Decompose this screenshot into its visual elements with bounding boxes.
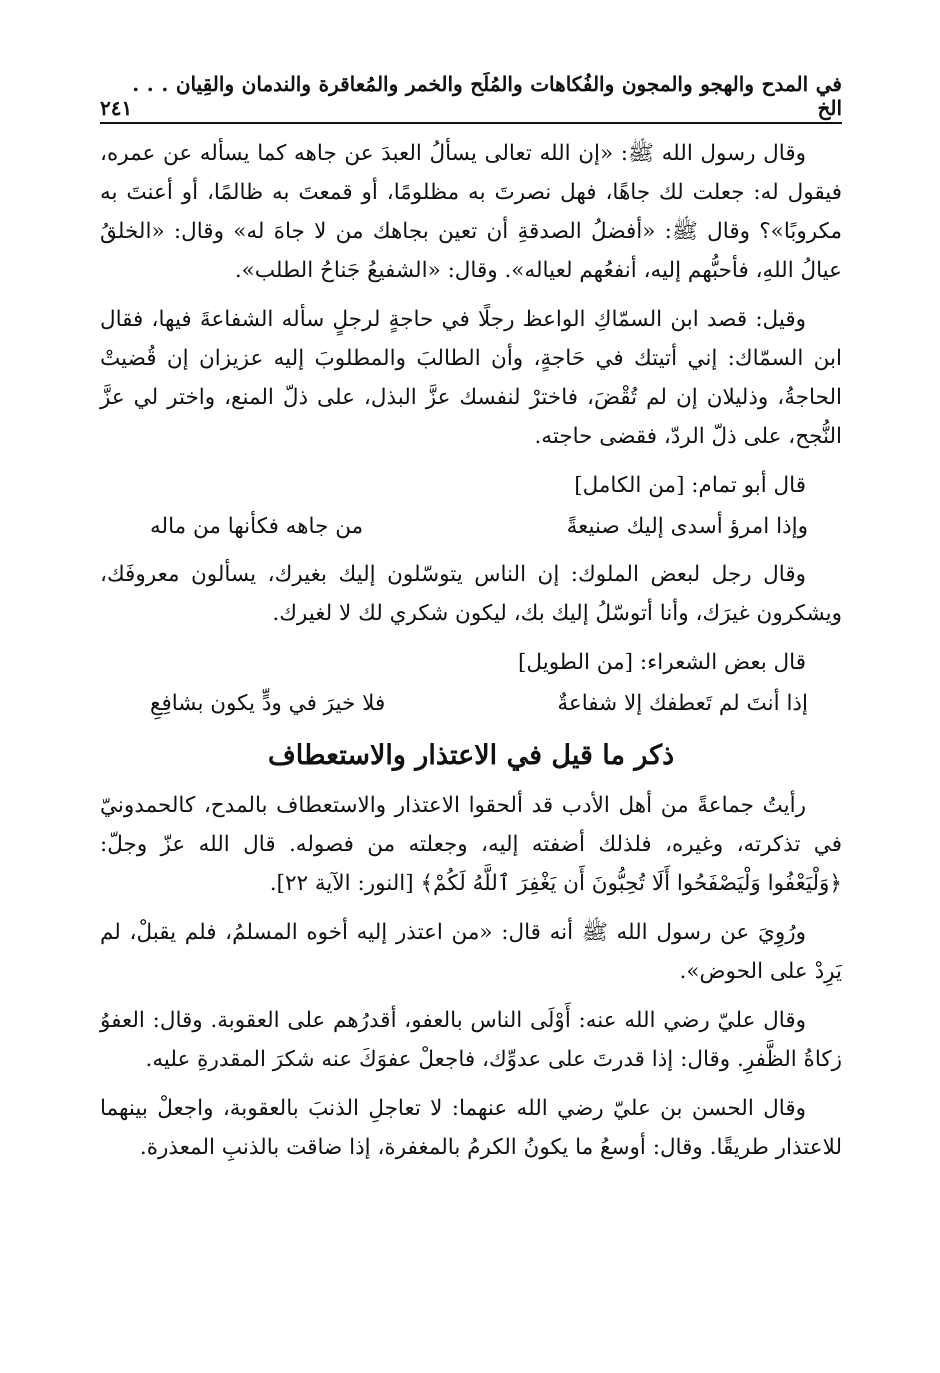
verse-poet [100, 684, 842, 724]
verse-intro-abu-tammam: قال أبو تمام: [من الكامل] [574, 473, 806, 498]
paragraph-ali: وقال عليّ رضي الله عنه: أَوْلَى الناس بالعفو، أقدرُهم على العقوبة. وقال: العفوُ زكاةُ الظَّفرِ. وقال: إذا قدرتَ على عدوِّك، فاجعلْ عفوَكَ عنه شكرَ المقدرةِ عليه. [100, 1008, 842, 1072]
running-header [100, 72, 842, 124]
paragraph-adab: رأيتُ جماعةً من أهل الأدب قد ألحقوا الاعتذار والاستعطاف بالمدح، كالحمدونيّ في تذكرته، وغيره، فلذلك أضفته إليه، وجعلته من فصوله. قال الله عزّ وجلّ: ﴿وَلْيَعْفُوا وَلْيَصْفَحُوا أَلَا تُحِبُّونَ أَن يَغْفِرَ ٱللَّهُ لَكُمْ﴾ [النور: الآية ٢٢]. [100, 793, 842, 896]
page-number: ٢٤١ [100, 96, 133, 120]
verse-intro-poet: قال بعض الشعراء: [من الطويل] [518, 650, 806, 675]
paragraph-hawd: ورُوِيَ عن رسول الله ﷺ أنه قال: «من اعتذر إليه أخوه المسلمُ، فلم يقبلْ، لم يَرِدْ على الحوض». [100, 920, 842, 984]
verse-abu-tammam [100, 507, 842, 547]
paragraph-king: وقال رجل لبعض الملوك: إن الناس يتوسّلون إليك بغيرك، يسألون معروفَك، ويشكرون غيرَك، وأنا أتوسّلُ إليك بك، ليكون شكري لك لا لغيرك. [100, 562, 842, 626]
section-heading: ذكر ما قيل في الاعتذار والاستعطاف [267, 740, 675, 771]
paragraph-hasan: وقال الحسن بن عليّ رضي الله عنهما: لا تعاجلِ الذنبَ بالعقوبة، واجعلْ بينهما للاعتذار طريقًا. وقال: أوسعُ ما يكونُ الكرمُ بالمغفرة، إذا ضاقت بالذنبِ المعذرة. [100, 1096, 842, 1160]
paragraph-hadith-jah: وقال رسول الله ﷺ: «إن الله تعالى يسألُ العبدَ عن جاهه كما يسأله عن عمره، فيقول له: جعلت لك جاهًا، فهل نصرتَ به مظلومًا، أو قمعتَ به ظالمًا، أو أعنتَ به مكروبًا»؟ وقال ﷺ: «أفضلُ الصدقةِ أن تعين بجاهك من لا جاهَ له» وقال: «الخلقُ عيالُ اللهِ، فأحبُّهم إليه، أنفعُهم لعياله». وقال: «الشفيعُ جَناحُ الطلب». [100, 141, 842, 283]
book-page [100, 72, 842, 1167]
running-title: في المدح والهجو والمجون والفُكاهات والمُلَح والخمر والمُعاقرة والندمان والقِيان . . . الخ [132, 72, 842, 120]
paragraph-ibn-sammak: وقيل: قصد ابن السمّاكِ الواعظ رجلًا في حاجةٍ لرجلٍ سأله الشفاعةَ فيها، فقال ابن السمّاك: إني أتيتك في حَاجةٍ، وأن الطالبَ والمطلوبَ إليه عزيزان إن قُضيتْ الحاجةُ، وذليلان إن لم تُقْضَ، فاخترْ لنفسك عزَّ البذل، على ذلّ المنع، واختر لي عزَّ النُّجح، على ذلّ الردّ، فقضى حاجته. [100, 307, 842, 449]
verse-second-hemistich: فلا خيرَ في ودٍّ يكون بشافِعِ [150, 691, 386, 716]
verse-first-hemistich: إذا أنتَ لم تَعطفك إلا شفاعةٌ [557, 691, 808, 716]
verse-second-hemistich: من جاهه فكأنها من ماله [150, 514, 364, 539]
verse-first-hemistich: وإذا امرؤ أسدى إليك صنيعةً [566, 514, 808, 539]
